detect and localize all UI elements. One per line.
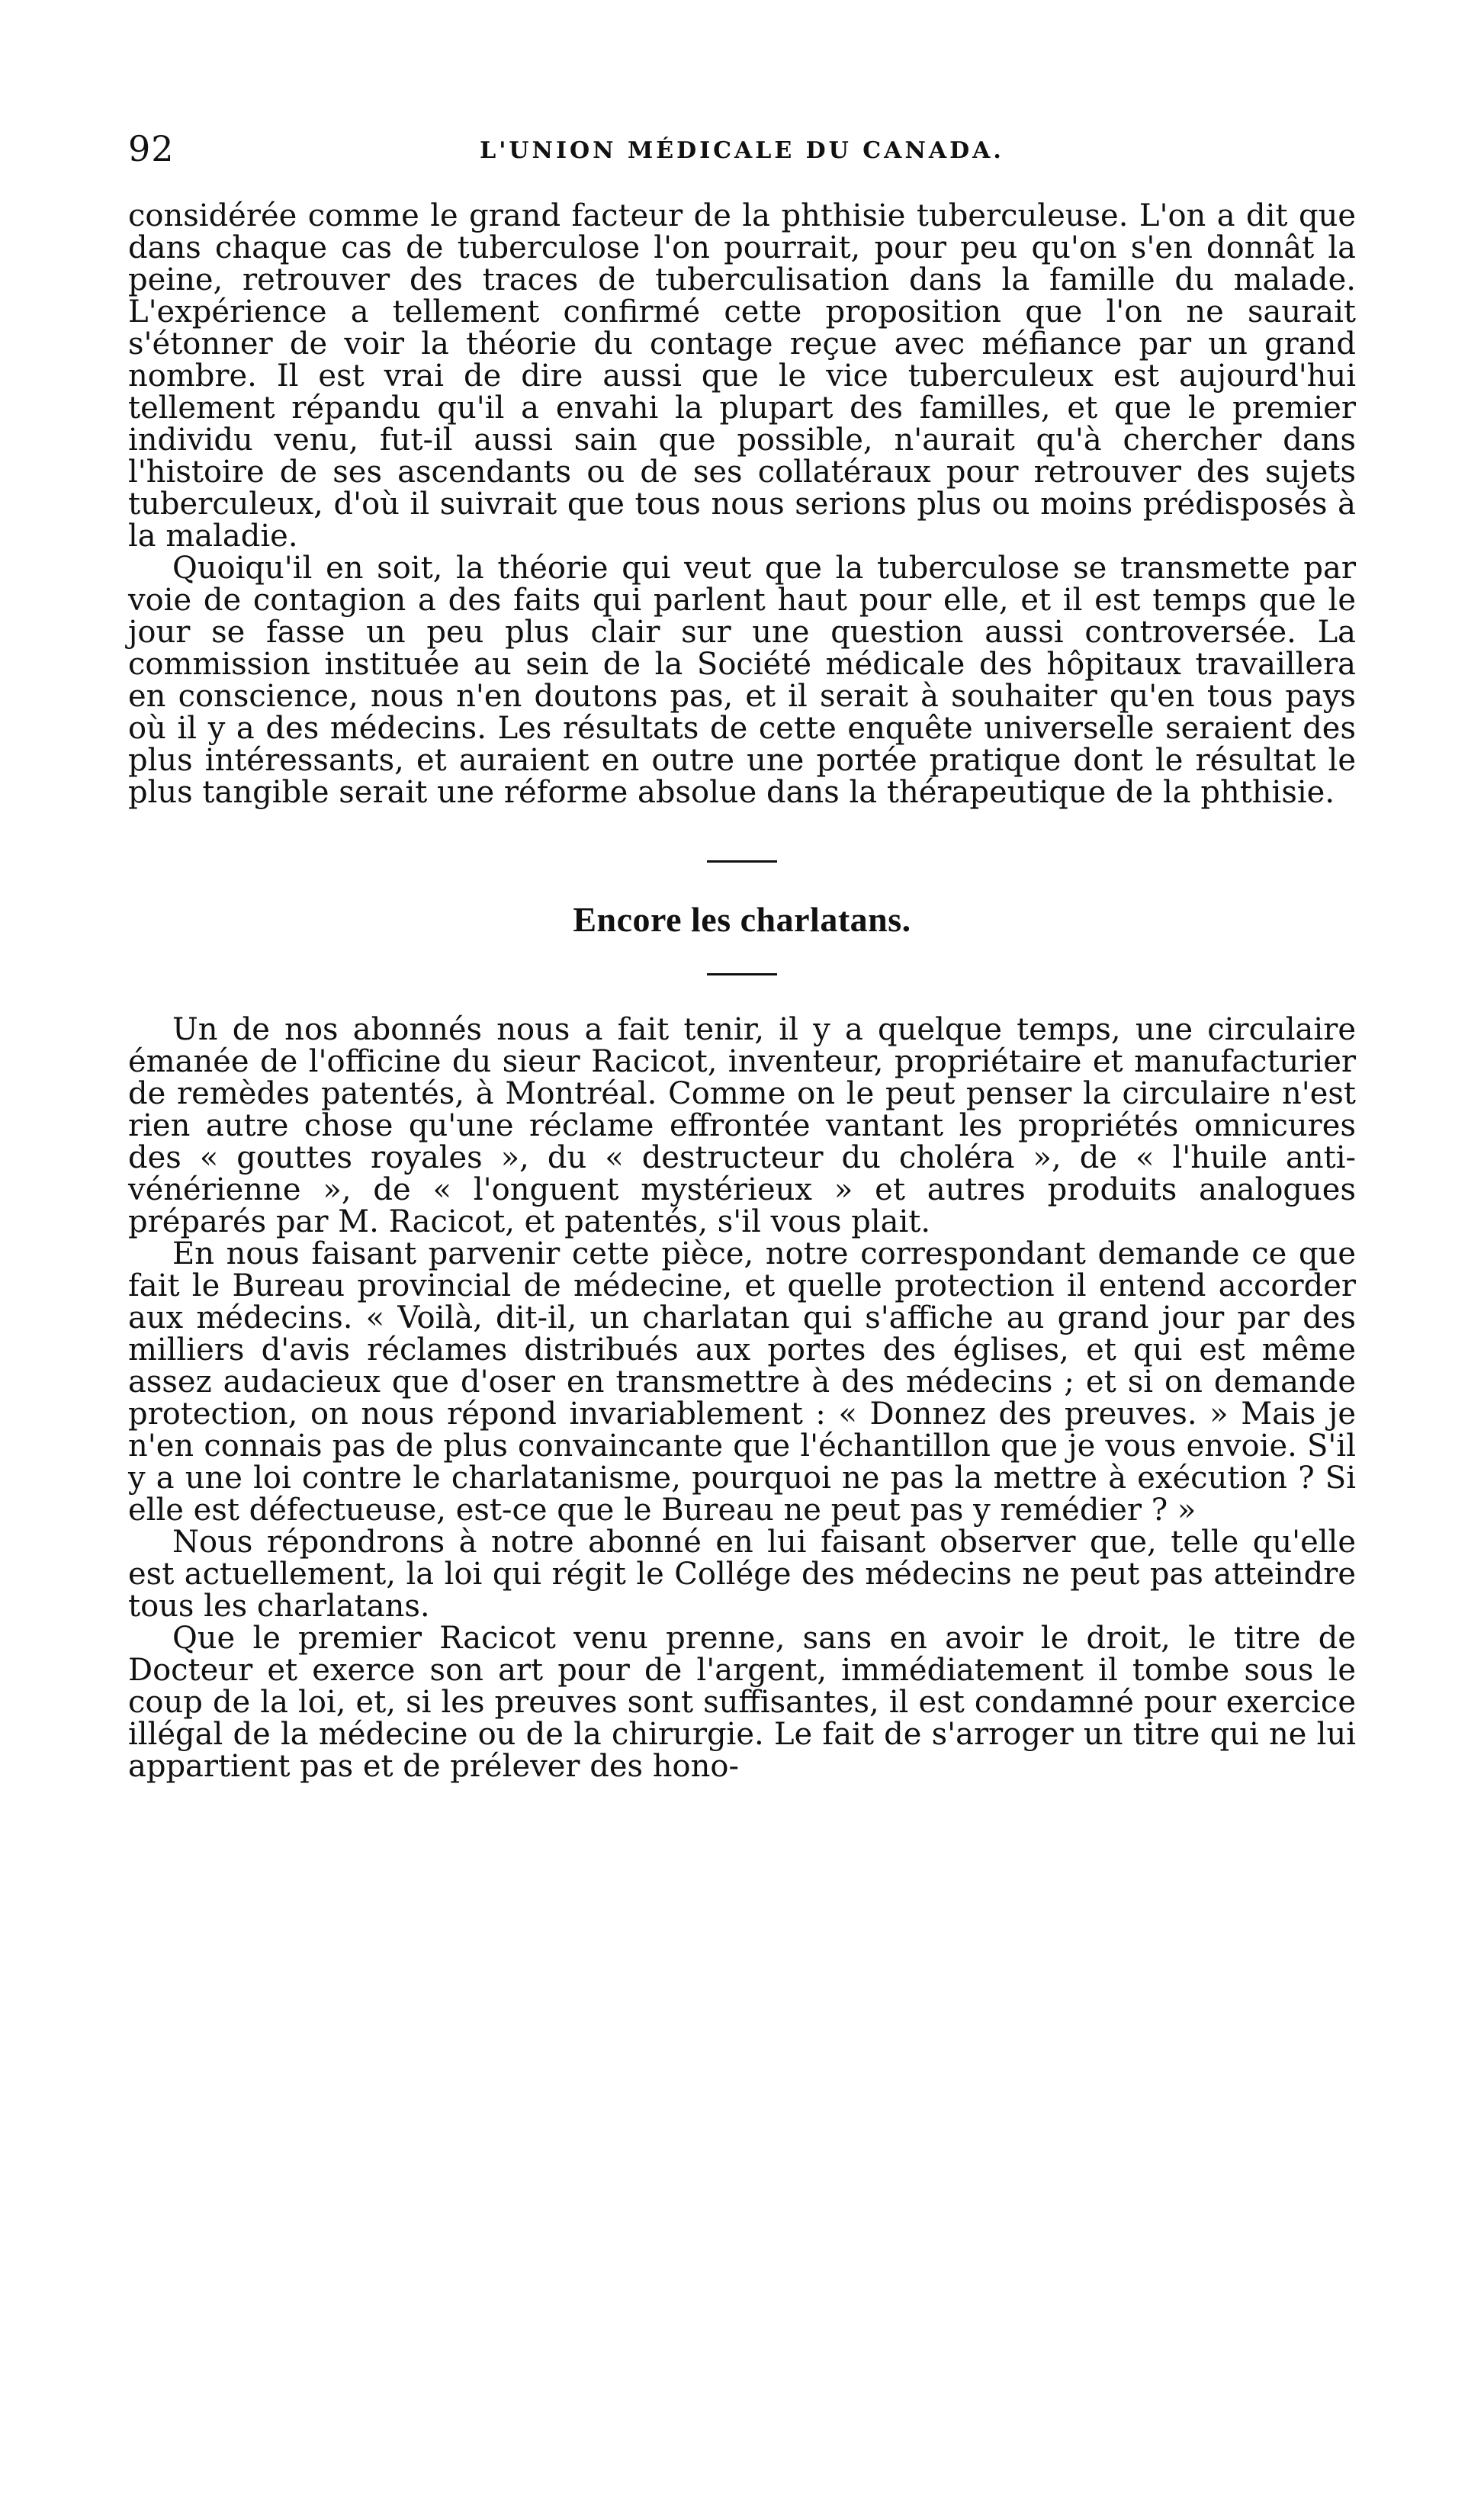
page-number: 92: [128, 128, 175, 169]
section-divider: [707, 860, 777, 863]
article-body: [128, 1014, 1356, 1782]
running-head: [128, 128, 1356, 174]
page-body: [128, 200, 1356, 1782]
section-heading: Encore les charlatans.: [573, 900, 911, 939]
paragraph: Un de nos abonnés nous a fait tenir, il y a quelque temps, une circulaire émanée de l'officine du sieur Racicot, inventeur, propriétaire et manufacturier de remèdes patentés, à Montréal. Comme on le peut penser la circulaire n'est rien autre chose qu'une réclame effrontée vantant les propriétés omnicures des « gouttes royales », du « destructeur du choléra », de « l'huile anti-vénérienne », de « l'onguent mystérieux » et autres produits analogues préparés par M. Racicot, et patentés, s'il vous plait.: [128, 1012, 1356, 1239]
paragraph: Nous répondrons à notre abonné en lui faisant observer que, telle qu'elle est actuellement, la loi qui régit le Collége des médecins ne peut pas atteindre tous les charlatans.: [128, 1525, 1356, 1624]
paragraph: Quoiqu'il en soit, la théorie qui veut que la tuberculose se transmette par voie de contagion a des faits qui parlent haut pour elle, et il est temps que le jour se fasse un peu plus clair sur une question aussi controversée. La commission instituée au sein de la Société médicale des hôpitaux travaillera en conscience, nous n'en doutons pas, et il serait à souhaiter qu'en tous pays où il y a des médecins. Les résultats de cette enquête universelle seraient des plus intéressants, et auraient en outre une portée pratique dont le résultat le plus tangible serait une réforme absolue dans la thérapeutique de la phthisie.: [128, 551, 1356, 810]
paragraph: En nous faisant parvenir cette pièce, notre correspondant demande ce que fait le Bureau provincial de médecine, et quelle protection il entend accorder aux médecins. « Voilà, dit-il, un charlatan qui s'affiche au grand jour par des milliers d'avis réclames distribués aux portes des églises, et qui est même assez audacieux que d'oser en transmettre à des médecins ; et si on demande protection, on nous répond invariablement : « Donnez des preuves. » Mais je n'en connais pas de plus convaincante que l'échantillon que je vous envoie. S'il y a une loi contre le charlatanisme, pourquoi ne pas la mettre à exécution ? Si elle est défectueuse, est-ce que le Bureau ne peut pas y remédier ? »: [128, 1236, 1356, 1528]
paragraph: considérée comme le grand facteur de la phthisie tuberculeuse. L'on a dit que dans chaque cas de tuberculose l'on pourrait, pour peu qu'on s'en donnât la peine, retrouver des traces de tuberculisation dans la famille du malade. L'expérience a tellement confirmé cette proposition que l'on ne saurait s'étonner de voir la théorie du contage reçue avec méfiance par un grand nombre. Il est vrai de dire aussi que le vice tuberculeux est aujourd'hui tellement répandu qu'il a envahi la plupart des familles, et que le premier individu venu, fut-il aussi sain que possible, n'aurait qu'à chercher dans l'histoire de ses ascendants ou de ses collatéraux pour retrouver des sujets tuberculeux, d'où il suivrait que tous nous serions plus ou moins prédisposés à la maladie.: [128, 198, 1356, 554]
heading-underline: [707, 973, 777, 975]
paragraph: Que le premier Racicot venu prenne, sans en avoir le droit, le titre de Docteur et exerce son art pour de l'argent, immédiatement il tombe sous le coup de la loi, et, si les preuves sont suffisantes, il est condamné pour exercice illégal de la médecine ou de la chirurgie. Le fait de s'arroger un titre qui ne lui appartient pas et de prélever des hono-: [128, 1621, 1356, 1784]
journal-title: L'UNION MÉDICALE DU CANADA.: [480, 137, 1004, 164]
